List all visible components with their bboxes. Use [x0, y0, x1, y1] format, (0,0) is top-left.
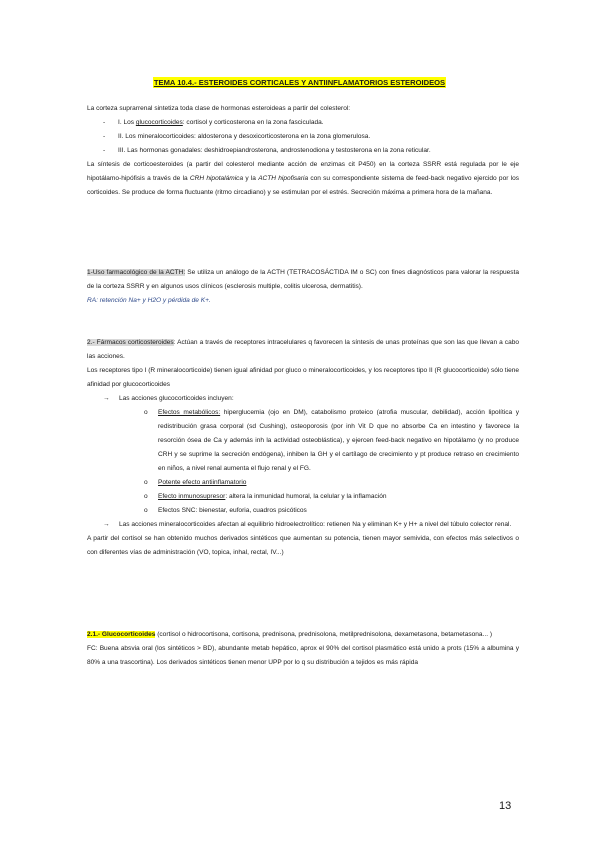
- arrow-icon: →: [103, 395, 110, 402]
- section-corticosteroids: [87, 336, 519, 560]
- glucocorticoids-paragraph: 2.1.- Glucocorticoides (cortisol o hidrocortisona, cortisona, prednisona, prednisolona, metilprednisolona, dexametasona, betametasona... ): [87, 631, 493, 638]
- intro-line: La corteza suprarrenal sintetiza toda clase de hormonas esteroideas a partir del colesterol:: [87, 105, 351, 112]
- dash-bullet-icon: -: [103, 119, 106, 126]
- list-item: - III. Las hormonas gonadales: deshidroepiandrosterona, androstenodiona y testosterona en la zona reticular.: [87, 144, 519, 158]
- arrow-item: → Las acciones glucocorticoides incluyen:: [87, 392, 519, 406]
- arrow-icon: →: [103, 521, 110, 528]
- effect-item: o Efectos metabólicos: hiperglucemia (ojo en DM), catabolismo proteico (atrofia muscular, debilidad), acción lipolítica y redistribución grasa corporal (sd Cushing), osteoporosis (por inh Vit D que no absorbe Ca en intestino y favorece la resorción ósea de Ca y además inh la actividad osteoblástica), y ejercen feed-back negativo en hipotálamo (y no produce CRH y se suprime la secreción endógena), inhiben la GH y el cartílago de crecimiento y pt produce retraso en crecimiento en niños, a nivel renal aumenta el flujo renal y el FG.: [87, 406, 519, 476]
- effect-item: o Potente efecto antiinflamatorio: [87, 476, 519, 490]
- circle-bullet-icon: o: [144, 479, 148, 486]
- page-number: 13: [499, 800, 512, 812]
- effect-item: o Efecto inmunosupresor: altera la inmunidad humoral, la celular y la inflamación: [87, 490, 519, 504]
- hormone-list: [87, 116, 519, 158]
- dash-bullet-icon: -: [103, 133, 106, 140]
- corticosteroids-paragraph: 2.- Fármacos corticosteroides: Actúan a través de receptores intracelulares q favorecen la síntesis de unas proteínas que son las que llevan a cabo las acciones.: [87, 339, 520, 360]
- ra-note: RA: retención Na+ y H2O y pérdida de K+.: [87, 297, 211, 304]
- list-item: - II. Los mineralocorticoides: aldosterona y desoxicorticosterona en la zona glomerulosa.: [87, 130, 519, 144]
- arrow-item: → Las acciones mineralocorticoides afectan al equilibrio hidroelectrolítico: retienen Na y eliminan K+ y H+ a nivel del túbulo colector renal.: [87, 518, 519, 532]
- section-heading: 2.1.- Glucocorticoides: [87, 631, 156, 638]
- fc-paragraph: FC: Buena absvia oral (los sintéticos > BD), abundante metab hepático, aprox el 90% del cortisol plasmático está unido a prots (15% a albumina y 80% a una trascortina). Los derivados sintéticos tienen menor UPP por lo q su distribución a tejidos es más rápida: [87, 645, 519, 666]
- effect-item: o Efectos SNC: bienestar, euforia, cuadros psicóticos: [87, 504, 519, 518]
- title-row: [0, 72, 599, 90]
- circle-bullet-icon: o: [144, 507, 148, 514]
- section-heading: 2.- Fármacos corticosteroides: [87, 339, 174, 346]
- dash-bullet-icon: -: [103, 147, 106, 154]
- circle-bullet-icon: o: [144, 493, 148, 500]
- list-item: - I. Los glucocorticoides: cortisol y corticosterona en la zona fasciculada.: [87, 116, 519, 130]
- synthesis-paragraph: La síntesis de corticoesteroides (a partir del colesterol mediante acción de enzimas cit P450) en la corteza SSRR está regulada por le eje hipotálamo-hipófisis a través de la CRH hipotalámica y la ACTH hipofisaria con su correspondiente sistema de feed-back negativo ejercido por los corticoides. Se produce de forma fluctuante (ritmo circadiano) y se estimulan por el estrés. Secreción máxima a primera hora de la mañana.: [87, 161, 519, 196]
- receptors-paragraph: Los receptores tipo I (R mineralocorticoide) tienen igual afinidad por gluco o mineralocorticoides, y los receptores tipo II (R glucocorticoide) sólo tiene afinidad por glucocorticoides: [87, 367, 519, 388]
- derivatives-paragraph: A partir del cortisol se han obtenido muchos derivados sintéticos que aumentan su potencia, tienen mayor semivida, con efectos más selectivos o con diferentes vías de administración (VO, topica, inhal, rectal, IV...): [87, 535, 519, 556]
- circle-bullet-icon: o: [144, 409, 148, 416]
- section-acth: [87, 266, 519, 308]
- section-glucocorticoids: [87, 628, 519, 670]
- acth-paragraph: 1-Uso farmacológico de la ACTH: Se utiliza un análogo de la ACTH (TETRACOSÁCTIDA IM o SC) con fines diagnósticos para valorar la respuesta de la corteza SSRR y en algunos usos clínicos (esclerosis multiple, colitis ulcerosa, dermatitis).: [87, 269, 520, 290]
- intro-section: [87, 102, 519, 200]
- section-heading: 1-Uso farmacológico de la ACTH:: [87, 269, 186, 276]
- page-title: TEMA 10.4.- ESTEROIDES CORTICALES Y ANTIINFLAMATORIOS ESTEROIDEOS: [153, 78, 446, 87]
